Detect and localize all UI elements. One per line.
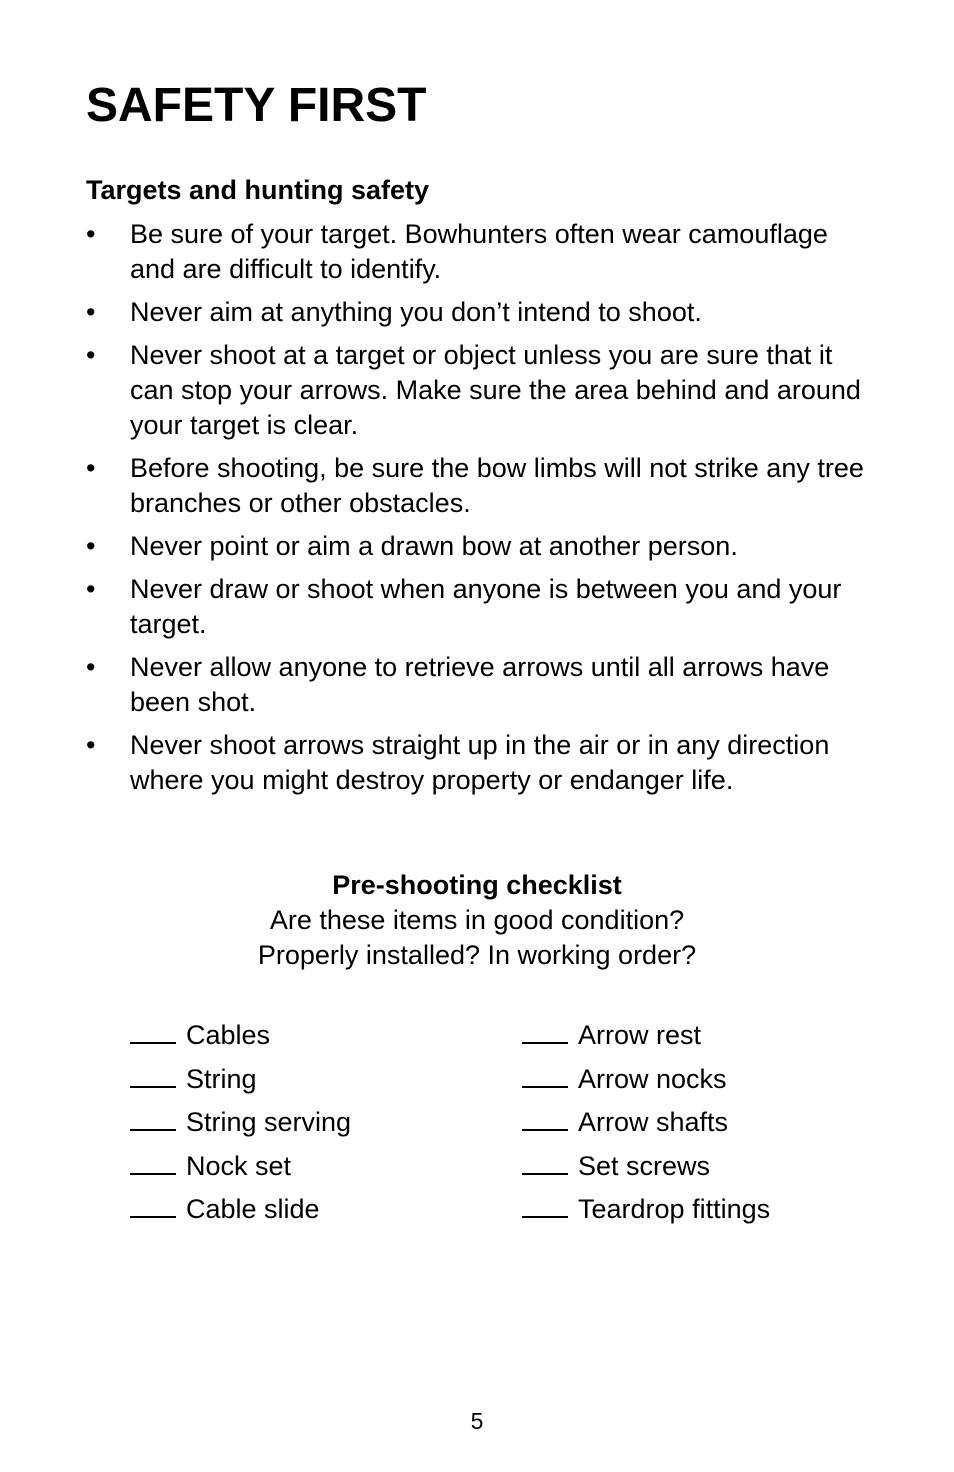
checklist-header <box>0 868 954 973</box>
page-title: SAFETY FIRST <box>86 79 427 132</box>
checkbox-blank-line[interactable] <box>130 1060 176 1088</box>
checklist-item-label: Arrow rest <box>578 1020 702 1050</box>
bullet-icon: • <box>86 297 96 327</box>
section-heading: Targets and hunting safety <box>86 175 430 205</box>
bullet-item <box>86 295 876 330</box>
bullet-item <box>86 451 876 521</box>
checkbox-blank-line[interactable] <box>130 1147 176 1175</box>
checklist-item-label: Nock set <box>186 1150 292 1181</box>
checklist-item-label: String serving <box>186 1107 352 1137</box>
bullet-icon: • <box>86 574 96 604</box>
checklist-item-label: Cables <box>186 1020 271 1050</box>
checkbox-blank-line[interactable] <box>522 1190 568 1218</box>
bullet-icon: • <box>86 730 96 760</box>
checklist-item-label: Arrow nocks <box>578 1063 727 1094</box>
bullet-text: Never allow anyone to retrieve arrows until all arrows have been shot. <box>130 652 830 717</box>
checkbox-blank-line[interactable] <box>522 1016 568 1044</box>
checklist-item <box>522 1060 770 1095</box>
checkbox-blank-line[interactable] <box>130 1103 176 1131</box>
checklist-item <box>522 1147 770 1182</box>
safety-bullet-list <box>86 217 876 806</box>
bullet-item <box>86 572 876 642</box>
checklist-item-label: Teardrop fittings <box>578 1194 771 1224</box>
checklist-item <box>130 1016 351 1051</box>
bullet-icon: • <box>86 531 96 561</box>
bullet-icon: • <box>86 652 96 682</box>
bullet-text: Never aim at anything you don’t intend to shoot. <box>130 297 702 327</box>
checklist-item <box>130 1103 351 1138</box>
checklist-item <box>130 1147 351 1182</box>
bullet-icon: • <box>86 219 96 249</box>
bullet-text: Never point or aim a drawn bow at another person. <box>130 531 738 561</box>
bullet-text: Before shooting, be sure the bow limbs will not strike any tree branches or other obstacles. <box>130 453 864 518</box>
bullet-icon: • <box>86 453 96 483</box>
checklist-subtitle-line1: Are these items in good condition? <box>269 905 685 935</box>
bullet-text: Never shoot arrows straight up in the air or in any direction where you might destroy property or endanger life. <box>130 730 830 795</box>
checklist-item <box>130 1060 351 1095</box>
page-number: 5 <box>470 1408 484 1434</box>
checklist-right-column <box>522 1016 770 1234</box>
bullet-text: Never draw or shoot when anyone is between you and your target. <box>130 574 842 639</box>
checklist-item-label: String <box>186 1063 257 1094</box>
checklist-item <box>522 1190 770 1225</box>
checklist-item <box>522 1016 770 1051</box>
bullet-item <box>86 728 876 798</box>
checkbox-blank-line[interactable] <box>522 1060 568 1088</box>
checkbox-blank-line[interactable] <box>130 1190 176 1218</box>
bullet-text: Never shoot at a target or object unless you are sure that it can stop your arrows. Make sure the area behind and around your target is clear. <box>130 340 861 440</box>
checklist-item-label: Set screws <box>578 1150 711 1181</box>
bullet-icon: • <box>86 340 96 370</box>
checklist-item <box>522 1103 770 1138</box>
bullet-text: Be sure of your target. Bowhunters often wear camouflage and are difficult to identify. <box>130 219 828 284</box>
checklist-subtitle-line2: Properly installed? In working order? <box>257 940 697 970</box>
bullet-item <box>86 529 876 564</box>
checklist-item <box>130 1190 351 1225</box>
checkbox-blank-line[interactable] <box>130 1016 176 1044</box>
checklist-item-label: Cable slide <box>186 1194 320 1224</box>
checklist-left-column <box>130 1016 351 1234</box>
bullet-item <box>86 338 876 443</box>
checklist-item-label: Arrow shafts <box>578 1107 729 1137</box>
checklist-title: Pre-shooting checklist <box>332 870 622 900</box>
checkbox-blank-line[interactable] <box>522 1147 568 1175</box>
bullet-item <box>86 217 876 287</box>
checkbox-blank-line[interactable] <box>522 1103 568 1131</box>
bullet-item <box>86 650 876 720</box>
